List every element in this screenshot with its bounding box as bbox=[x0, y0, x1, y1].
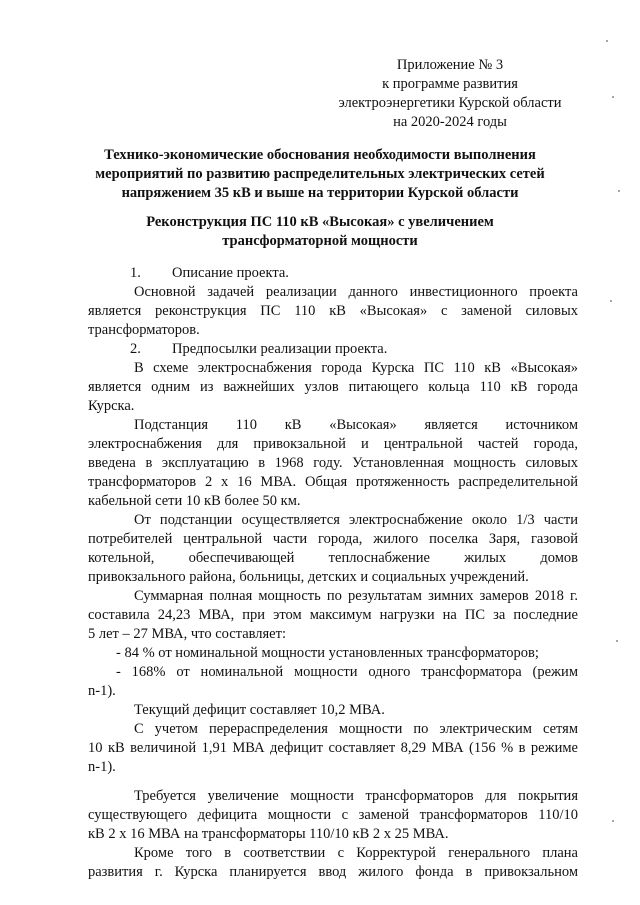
paragraph-line: электроснабжения для привокзальной и центральной частей города, bbox=[88, 436, 578, 452]
bullet-item-continuation: n-1). bbox=[88, 683, 116, 699]
bullet-item: - 84 % от номинальной мощности установленных трансформаторов; bbox=[116, 645, 539, 661]
paragraph-line: Подстанция 110 кВ «Высокая» является источником bbox=[134, 417, 578, 433]
item-number: 2. bbox=[130, 341, 141, 357]
scan-speck bbox=[618, 190, 620, 192]
document-title-line: Технико-экономические обоснования необходимости выполнения bbox=[104, 147, 536, 163]
paragraph-line: В схеме электроснабжения города Курска ПС 110 кВ «Высокая» bbox=[134, 360, 578, 376]
paragraph-line: 10 кВ величиной 1,91 МВА дефицит составляет 8,29 МВА (156 % в режиме bbox=[88, 740, 578, 756]
scan-speck bbox=[606, 40, 608, 42]
paragraph-line: Основной задачей реализации данного инвестиционного проекта bbox=[134, 284, 578, 300]
appendix-header bbox=[330, 56, 570, 132]
section-title-line: Реконструкция ПС 110 кВ «Высокая» с увеличением bbox=[146, 214, 494, 230]
scan-speck bbox=[612, 820, 614, 822]
paragraph-line: Кроме того в соответствии с Корректурой генерального плана bbox=[134, 845, 578, 861]
paragraph-line: развития г. Курска планируется ввод жилого фонда в привокзальном bbox=[88, 864, 578, 880]
item-label: Предпосылки реализации проекта. bbox=[172, 341, 388, 357]
appendix-program: к программе развития bbox=[382, 76, 518, 92]
paragraph-line: 5 лет – 27 МВА, что составляет: bbox=[88, 626, 286, 642]
paragraph-line: является реконструкция ПС 110 кВ «Высокая» с заменой силовых bbox=[88, 303, 578, 319]
appendix-region: электроэнергетики Курской области bbox=[338, 95, 562, 111]
item-label: Описание проекта. bbox=[172, 265, 289, 281]
paragraph-line: привокзального района, больницы, детских и социальных учреждений. bbox=[88, 569, 529, 585]
paragraph-line: Суммарная полная мощность по результатам зимних замеров 2018 г. bbox=[134, 588, 578, 604]
scan-speck bbox=[612, 96, 614, 98]
document-title-line: мероприятий по развитию распределительных электрических сетей bbox=[95, 166, 545, 182]
paragraph-line: составила 24,23 МВА, при этом максимум нагрузки на ПС за последние bbox=[88, 607, 578, 623]
paragraph-line: трансформаторов 2 х 16 МВА. Общая протяженность распределительной bbox=[88, 474, 578, 490]
scan-speck bbox=[610, 300, 612, 302]
appendix-years: на 2020-2024 годы bbox=[393, 114, 507, 130]
numbered-item-1 bbox=[88, 264, 578, 283]
appendix-number: Приложение № 3 bbox=[396, 57, 504, 73]
section-title bbox=[90, 213, 550, 251]
body-text bbox=[88, 264, 578, 882]
numbered-item-2 bbox=[88, 340, 578, 359]
paragraph-line: Требуется увеличение мощности трансформаторов для покрытия bbox=[134, 788, 578, 804]
paragraph-line: Курска. bbox=[88, 398, 135, 414]
paragraph-line: Текущий дефицит составляет 10,2 МВА. bbox=[134, 702, 385, 718]
bullet-item: - 168% от номинальной мощности одного трансформатора (режим bbox=[116, 664, 578, 680]
section-title-line: трансформаторной мощности bbox=[222, 233, 418, 249]
document-title bbox=[70, 146, 570, 203]
paragraph-gap bbox=[88, 777, 578, 787]
paragraph-line: существующего дефицита мощности с заменой трансформаторов 110/10 bbox=[88, 807, 578, 823]
paragraph-line: потребителей центральной части города, жилого поселка Заря, газовой bbox=[88, 531, 578, 547]
paragraph-line: n-1). bbox=[88, 759, 116, 775]
paragraph-line: кВ 2 х 16 МВА на трансформаторы 110/10 кВ 2 х 25 МВА. bbox=[88, 826, 449, 842]
item-number: 1. bbox=[130, 265, 141, 281]
paragraph-line: От подстанции осуществляется электроснабжение около 1/3 части bbox=[134, 512, 578, 528]
paragraph-line: котельной, обеспечивающей теплоснабжение жилых домов bbox=[88, 550, 578, 566]
paragraph-line: является одним из важнейших узлов питающего кольца 110 кВ города bbox=[88, 379, 578, 395]
paragraph-line: введена в эксплуатацию в 1968 году. Установленная мощность силовых bbox=[88, 455, 578, 471]
paragraph-line: кабельной сети 10 кВ более 50 км. bbox=[88, 493, 301, 509]
scan-speck bbox=[616, 640, 618, 642]
document-title-line: напряжением 35 кВ и выше на территории Курской области bbox=[121, 185, 519, 201]
paragraph-line: трансформаторов. bbox=[88, 322, 200, 338]
paragraph-line: С учетом перераспределения мощности по электрическим сетям bbox=[134, 721, 578, 737]
